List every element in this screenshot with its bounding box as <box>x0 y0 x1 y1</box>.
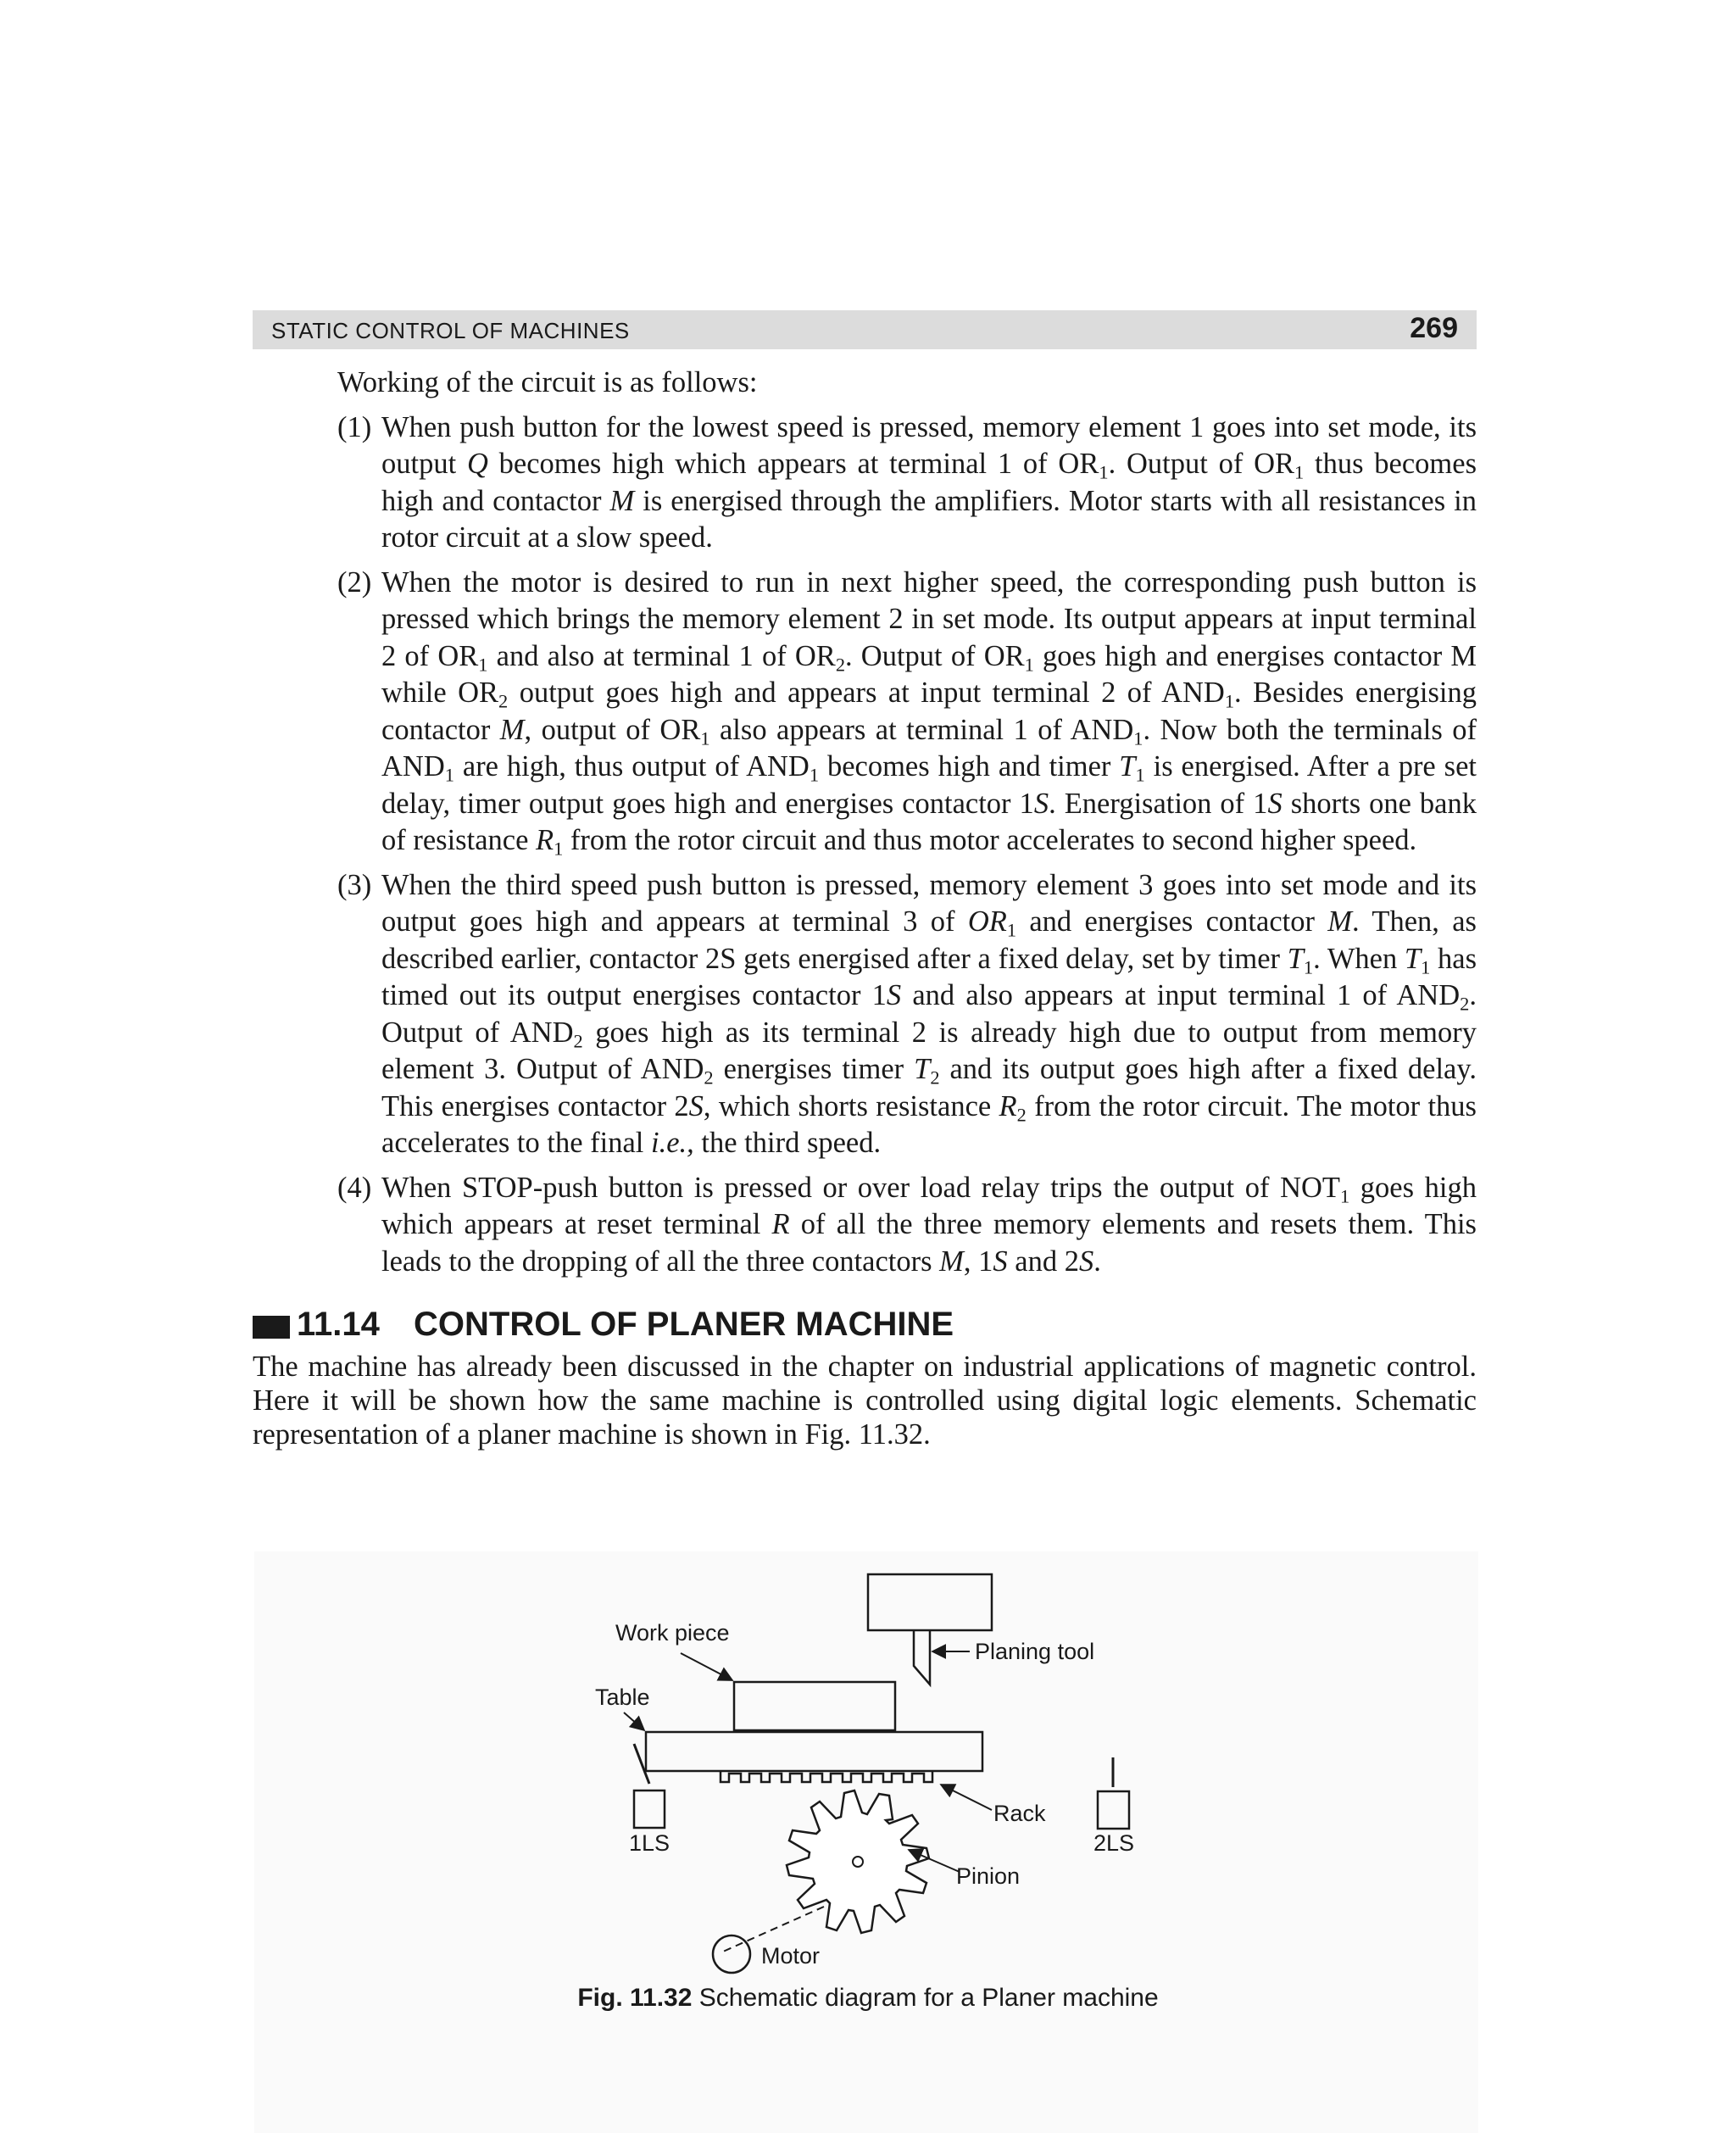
item-number: (3) <box>337 868 372 901</box>
list-item <box>253 409 1477 557</box>
section-number: 11.14 <box>297 1306 380 1343</box>
label-rack: Rack <box>993 1801 1046 1826</box>
motor <box>713 1935 750 1973</box>
rack-arrow <box>941 1785 992 1810</box>
caption-text: Schematic diagram for a Planer machine <box>698 1984 1159 2012</box>
tool-holder <box>868 1574 992 1630</box>
section-heading <box>253 1306 1477 1347</box>
limit-switch-1 <box>634 1790 665 1828</box>
work-piece <box>734 1682 895 1730</box>
label-work-piece: Work piece <box>615 1620 730 1646</box>
limit-switch-2 <box>1098 1791 1129 1829</box>
section-title: CONTROL OF PLANER MACHINE <box>414 1306 954 1343</box>
item-text: When STOP-push button is pressed or over load relay trips the output of $NOT_1$ goes high which appears at reset terminal R of all the three memory elements and resets them. This leads to the dropping of all the three contactors M, 1S and 2S. <box>381 1171 1477 1278</box>
pinion <box>787 1790 929 1933</box>
limit-switch-1-lever <box>634 1744 649 1784</box>
list-item <box>253 1170 1477 1281</box>
item-number: (4) <box>337 1171 372 1204</box>
intro-paragraph: Working of the circuit is as follows: <box>337 366 758 398</box>
planing-tool <box>914 1630 930 1685</box>
rack <box>721 1771 932 1782</box>
running-head-title: STATIC CONTROL OF MACHINES <box>271 318 630 343</box>
heading-square-icon <box>253 1316 290 1339</box>
work-piece-arrow <box>681 1653 732 1680</box>
running-head <box>253 310 1477 349</box>
planer-schematic <box>254 1551 1478 2133</box>
label-motor: Motor <box>761 1943 821 1969</box>
item-text: When the motor is desired to run in next higher speed, the corresponding push button is pressed which brings the memory element 2 in set mode. Its output appears at input terminal 2 of $OR_1$ and also at terminal 1 of $OR_2$. Output of $OR_1$ goes high and energises contactor M while $OR_2$ output goes high and appears at input terminal 2 of $AND_1$. Besides energising contactor M, output of $OR_1$ also appears at terminal 1 of $AND_1$. Now both the terminals of $AND_1$ are high, thus output of $AND_1$ becomes high and timer $T_1$ is energised. After a pre set delay, timer output goes high and energises contactor 1S. Energisation of 1S shorts one bank of resistance $R_1$ from the rotor circuit and thus motor accelerates to second higher speed. <box>381 565 1477 860</box>
item-text: When the third speed push button is pressed, memory element 3 goes into set mode and its output goes high and appears at terminal 3 of $OR_1$ and energises contactor M. Then, as described earlier, contactor 2S gets energised after a fixed delay, set by timer $T_1$. When $T_1$ has timed out its output energises contactor 1S and also appears at input terminal 1 of $AND_2$. Output of $AND_2$ goes high as its terminal 2 is already high due to output from memory element 3. Output of $AND_2$ energises timer $T_2$ and its output goes high after a fixed delay. This energises contactor 2S, which shorts resistance $R_2$ from the rotor circuit. The motor thus accelerates to the final i.e., the third speed. <box>381 868 1477 1159</box>
label-table: Table <box>595 1685 650 1710</box>
label-1ls: 1LS <box>629 1830 670 1856</box>
numbered-list <box>253 409 1477 1281</box>
label-2ls: 2LS <box>1093 1830 1135 1856</box>
item-number: (2) <box>337 565 372 599</box>
table <box>646 1732 982 1771</box>
figure-planer-machine <box>254 1551 1478 2133</box>
body-text <box>253 365 1477 1451</box>
list-item <box>253 565 1477 860</box>
list-item <box>253 867 1477 1162</box>
caption-label: Fig. 11.32 <box>577 1984 693 2012</box>
label-planing-tool: Planing tool <box>975 1639 1095 1664</box>
label-pinion: Pinion <box>956 1863 1021 1889</box>
section-paragraph: The machine has already been discussed in the chapter on industrial applications of magnetic control. Here it will be shown how the same machine is controlled using digital logic elements. Schematic representation of a planer machine is shown in Fig. 11.32. <box>253 1351 1477 1451</box>
figure-caption <box>0 1984 1736 2013</box>
item-text: When push button for the lowest speed is pressed, memory element 1 goes into set mode, its output Q becomes high which appears at terminal 1 of $OR_1$. Output of $OR_1$ thus becomes high and contactor M is energised through the amplifiers. Motor starts with all resistances in rotor circuit at a slow speed. <box>381 410 1477 554</box>
page-number: 269 <box>1410 312 1458 344</box>
item-number: (1) <box>337 410 372 443</box>
table-arrow <box>624 1713 644 1730</box>
